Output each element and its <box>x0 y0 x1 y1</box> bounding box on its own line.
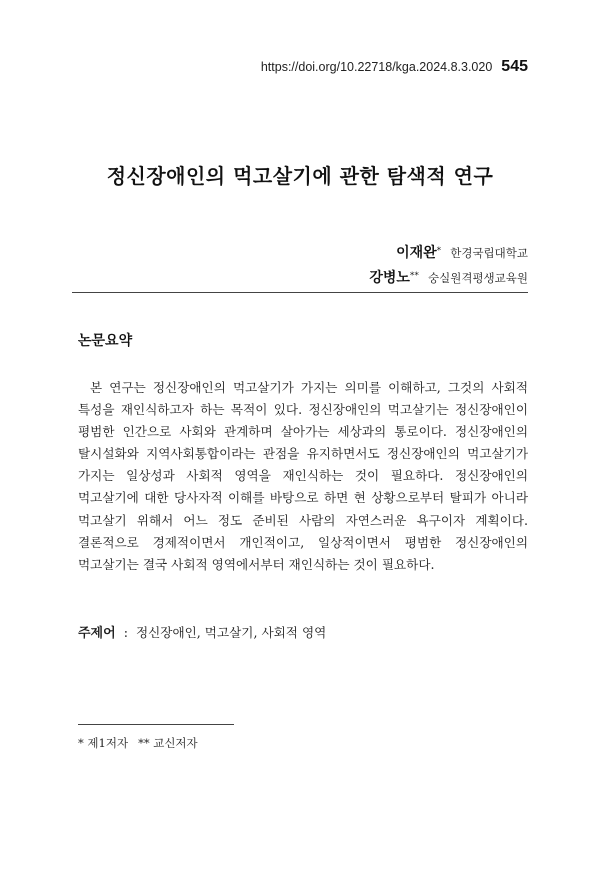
abstract-body: 본 연구는 정신장애인의 먹고살기가 가지는 의미를 이해하고, 그것의 사회적 특성을 재인식하고자 하는 목적이 있다. 정신장애인의 먹고살기는 정신장애인이 평범한 인간으로 사회와 관계하며 살아가는 세상과의 통로이다. 정신장애인의 탈시설화와 지역사회통합이라는 관점을 유지하면서도 정신장애인의 먹고살기가 가지는 일상성과 사회적 영역을 재인식하는 것이 필요하다. 정신장애인의 먹고살기에 대한 당사자적 이해를 바탕으로 하면 현 상황으로부터 탈피가 아니라 먹고살기 위해서 어느 정도 준비된 사람의 자연스러운 욕구이자 계획이다. 결론적으로 경제적이면서 개인적이고, 일상적이면서 평범한 정신장애인의 먹고살기는 결국 사회적 영역에서부터 재인식하는 것이 필요하다. <box>78 380 528 572</box>
footnote-corresponding-author: ** 교신저자 <box>138 736 198 750</box>
author-line <box>369 240 528 265</box>
author-affiliation: 숭실원격평생교육원 <box>428 271 528 285</box>
author-name: 이재완 <box>396 245 437 261</box>
paper-title: 정신장애인의 먹고살기에 관한 탐색적 연구 <box>106 164 494 188</box>
keywords-label: 주제어 <box>78 626 116 641</box>
footnote <box>78 735 198 751</box>
author-line <box>369 265 528 290</box>
header-divider <box>72 292 528 293</box>
author-name: 강병노 <box>369 270 410 286</box>
author-mark: ** <box>409 271 419 281</box>
keywords-values: 정신장애인, 먹고살기, 사회적 영역 <box>135 625 327 640</box>
footnote-first-author: * 제1저자 <box>78 736 129 750</box>
page-number: 545 <box>501 58 528 75</box>
keywords-separator: : <box>123 625 128 640</box>
footnote-divider <box>78 724 234 725</box>
author-mark: * <box>436 246 442 256</box>
doi-link[interactable]: https://doi.org/10.22718/kga.2024.8.3.020 <box>260 60 493 74</box>
author-affiliation: 한경국립대학교 <box>450 246 528 260</box>
author-block <box>369 240 528 290</box>
keywords-line <box>78 622 528 641</box>
abstract-heading: 논문요약 <box>78 333 133 349</box>
page-header <box>261 58 528 76</box>
